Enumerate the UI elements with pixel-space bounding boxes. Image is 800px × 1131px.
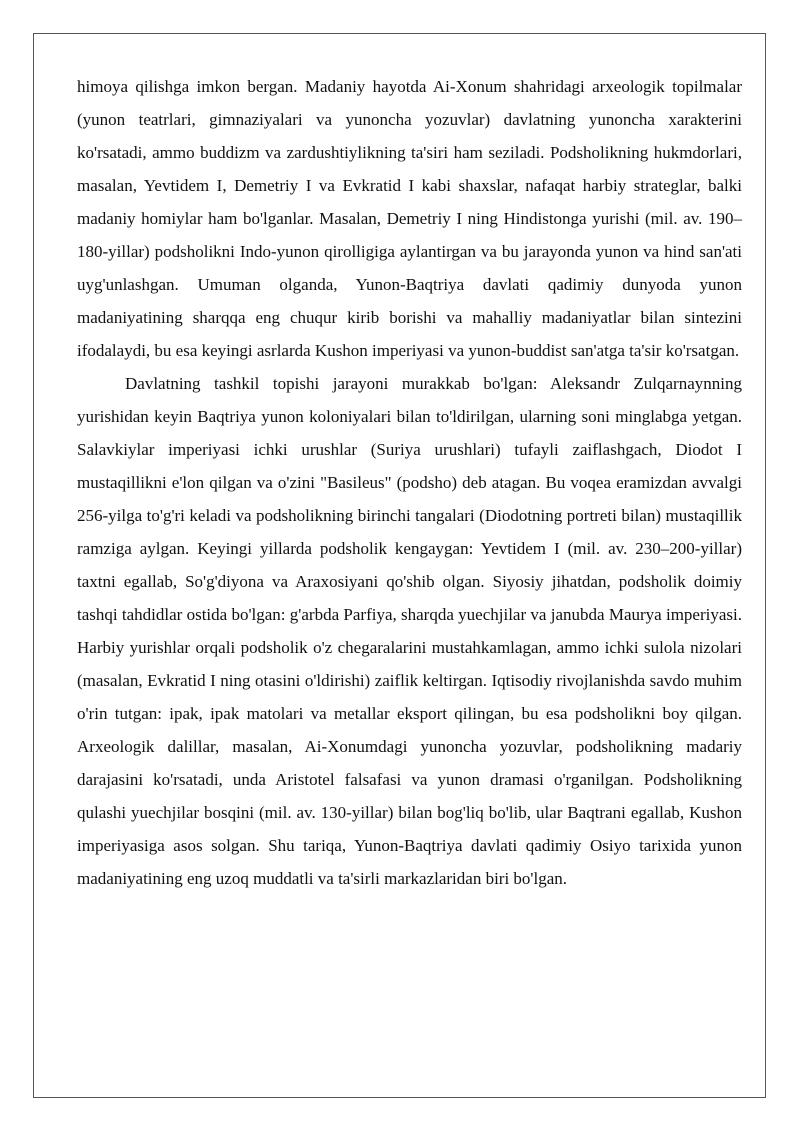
- paragraph-state-formation: Davlatning tashkil topishi jarayoni murakkab bo'lgan: Aleksandr Zulqarnaynning yurishidan keyin Baqtriya yunon koloniyalari bilan to'ldirilgan, ularning soni minglabga yetgan. Salavkiylar imperiyasi ichki urushlar (Suriya urushlari) tufayli zaiflashgach, Diodot I mustaqillikni e'lon qilgan va o'zini "Basileus" (podsho) deb atagan. Bu voqea eramizdan avvalgi 256-yilga to'g'ri keladi va podsholikning birinchi tangalari (Diodotning portreti bilan) mustaqillik ramziga aylgan. Keyingi yillarda podsholik kengaygan: Yevtidem I (mil. av. 230–200-yillar) taxtni egallab, So'g'diyona va Araxosiyani qo'shib olgan. Siyosiy jihatdan, podsholik doimiy tashqi tahdidlar ostida bo'lgan: g'arbda Parfiya, sharqda yuechjilar va janubda Maurya imperiyasi. Harbiy yurishlar orqali podsholik o'z chegaralarini mustahkamlagan, ammo ichki sulola nizolari (masalan, Evkratid I ning otasini o'ldirishi) zaiflik keltirgan. Iqtisodiy rivojlanishda savdo muhim o'rin tutgan: ipak, ipak matolari va metallar eksport qilingan, bu esa podsholikni boy qilgan. Arxeologik dalillar, masalan, Ai-Xonumdagi yunoncha yozuvlar, podsholikning madariy darajasini ko'rsatadi, unda Aristotel falsafasi va yunon dramasi o'rganilgan. Podsholikning qulashi yuechjilar bosqini (mil. av. 130-yillar) bilan bog'liq bo'lib, ular Baqtrani egallab, Kushon imperiyasiga asos solgan. Shu tariqa, Yunon-Baqtriya davlati qadimiy Osiyo tarixida yunon madaniyatining eng uzoq muddatli va ta'sirli markazlaridan biri bo'lgan.: [77, 374, 742, 888]
- document-body: [77, 70, 742, 895]
- paragraph-continuation: himoya qilishga imkon bergan. Madaniy hayotda Ai-Xonum shahridagi arxeologik topilmalar (yunon teatrlari, gimnaziyalari va yunoncha yozuvlar) davlatning yunoncha xarakterini ko'rsatadi, ammo buddizm va zardushtiylikning ta'siri ham seziladi. Podsholikning hukmdorlari, masalan, Yevtidem I, Demetriy I va Evkratid I kabi shaxslar, nafaqat harbiy strateglar, balki madaniy homiylar ham bo'lganlar. Masalan, Demetriy I ning Hindistonga yurishi (mil. av. 190–180-yillar) podsholikni Indo-yunon qirolligiga aylantirgan va bu jarayonda yunon va hind san'ati uyg'unlashgan. Umuman olganda, Yunon-Baqtriya davlati qadimiy dunyoda yunon madaniyatining sharqqa eng chuqur kirib borishi va mahalliy madaniyatlar bilan sintezini ifodalaydi, bu esa keyingi asrlarda Kushon imperiyasi va yunon-buddist san'atga ta'sir ko'rsatgan.: [77, 77, 742, 360]
